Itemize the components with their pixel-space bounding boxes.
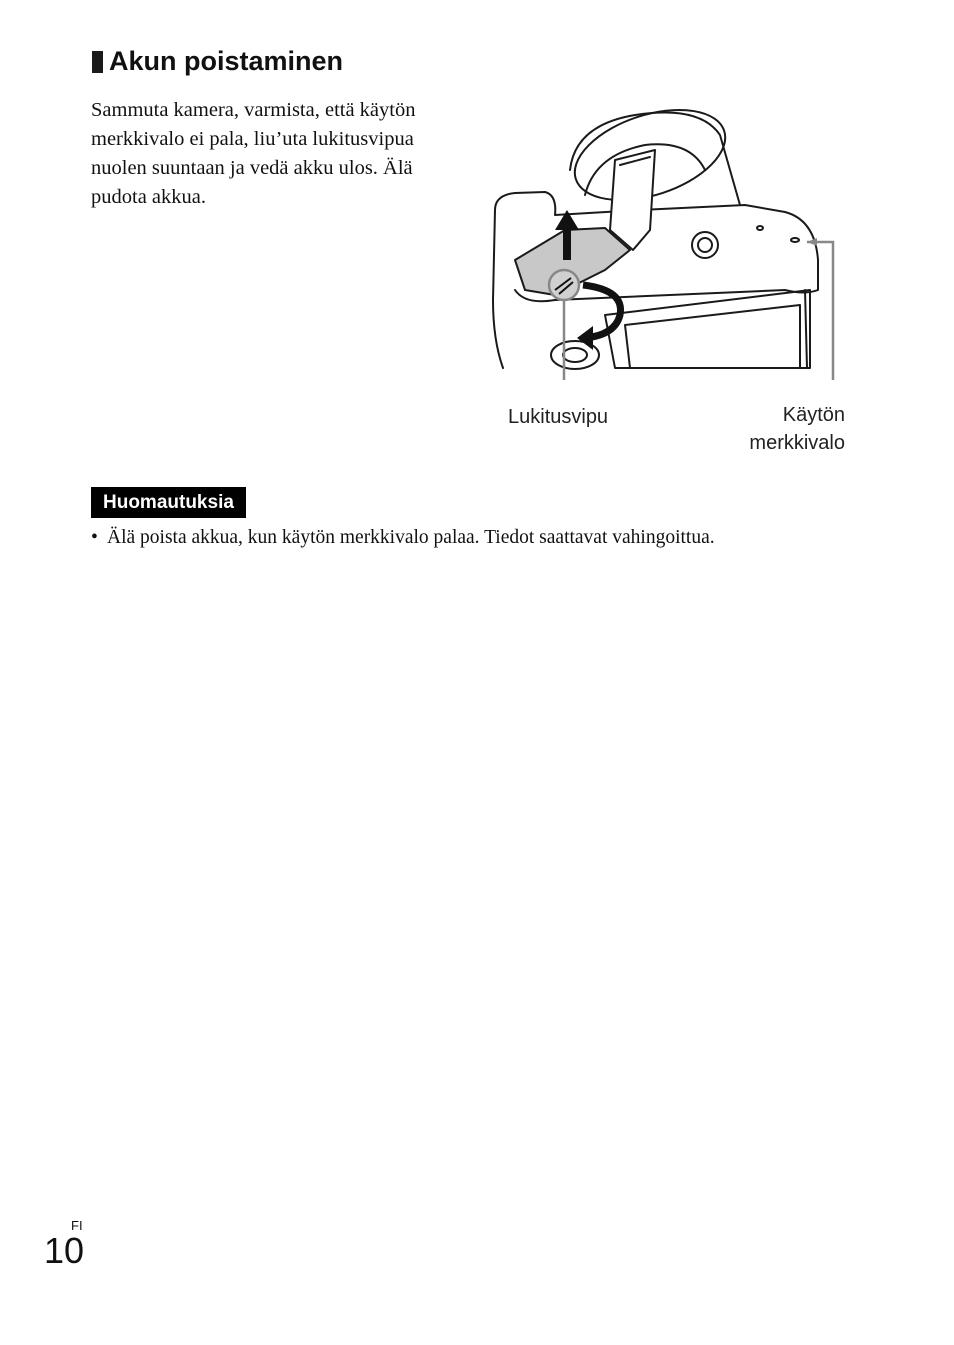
lock-lever-label: Lukitusvipu	[508, 406, 609, 428]
heading-marker-icon	[92, 51, 103, 73]
bullet-icon: •	[91, 527, 98, 548]
page-number: 10	[44, 1230, 85, 1271]
battery-door	[610, 150, 655, 250]
instruction-text: Sammuta kamera, varmista, että käytön merkkivalo ei pala, liu’uta lukitusvipua nuolen suuntaan ja vedä akku ulos. Älä pudota akkua.	[91, 99, 416, 208]
lock-lever-highlight	[549, 270, 579, 300]
language-code: FI	[71, 1218, 83, 1233]
section-heading	[92, 46, 343, 77]
lcd-screen	[605, 290, 810, 368]
access-lamp-label: Käytön merkkivalo	[749, 404, 845, 454]
access-lamp	[791, 238, 799, 242]
shutter-button	[692, 232, 718, 258]
note-item: • Älä poista akkua, kun käytön merkkivalo palaa. Tiedot saattavat vahingoittua.	[91, 524, 715, 552]
notes-badge: Huomautuksia	[91, 487, 246, 518]
camera-battery-illustration	[485, 100, 855, 380]
section-title: Akun poistaminen	[109, 46, 344, 76]
